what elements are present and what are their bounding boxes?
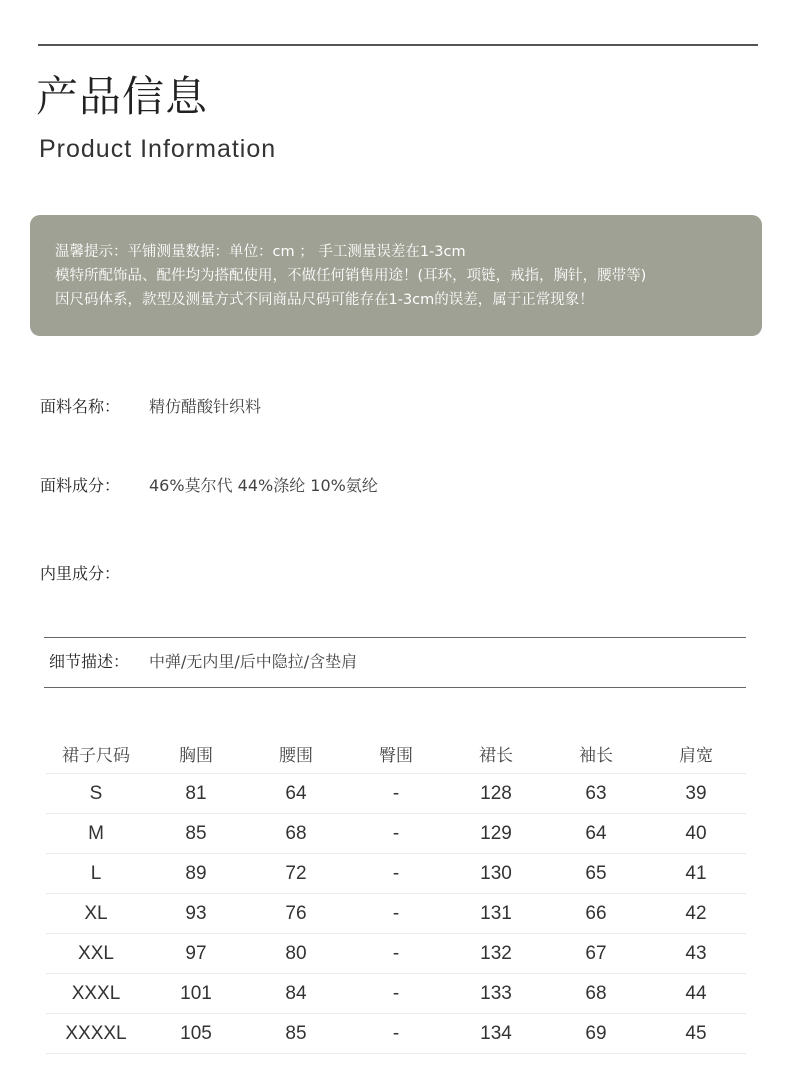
table-cell: 85: [146, 814, 246, 854]
detail-bottom-divider: [44, 687, 746, 688]
fabric-name-row: [40, 395, 261, 419]
table-cell: 42: [646, 894, 746, 934]
page-title: 产品信息: [36, 72, 209, 121]
table-cell: 43: [646, 934, 746, 974]
table-cell: -: [346, 854, 446, 894]
table-cell: 66: [546, 894, 646, 934]
table-cell: 64: [246, 774, 346, 814]
table-cell: L: [46, 854, 146, 894]
table-row: [46, 974, 746, 1014]
table-cell: XXL: [46, 934, 146, 974]
table-cell: 72: [246, 854, 346, 894]
table-cell: 40: [646, 814, 746, 854]
table-cell: 131: [446, 894, 546, 934]
table-cell: 64: [546, 814, 646, 854]
table-cell: 130: [446, 854, 546, 894]
table-cell: 81: [146, 774, 246, 814]
table-cell: 80: [246, 934, 346, 974]
table-cell: 97: [146, 934, 246, 974]
table-cell: XXXXL: [46, 1014, 146, 1054]
size-table: [46, 733, 746, 1054]
table-cell: 68: [546, 974, 646, 1014]
table-cell: 69: [546, 1014, 646, 1054]
notice-box: [30, 215, 762, 336]
table-cell: XL: [46, 894, 146, 934]
table-cell: 45: [646, 1014, 746, 1054]
header-waist: 腰围: [246, 733, 346, 774]
table-cell: XXXL: [46, 974, 146, 1014]
table-cell: 89: [146, 854, 246, 894]
table-row: [46, 934, 746, 974]
notice-line: 温馨提示：平铺测量数据：单位：cm ； 手工测量误差在1-3cm: [55, 244, 466, 260]
header-hip: 臀围: [346, 733, 446, 774]
fabric-composition-row: [40, 474, 378, 498]
table-cell: 76: [246, 894, 346, 934]
table-cell: 68: [246, 814, 346, 854]
header-shoulder-width: 肩宽: [646, 733, 746, 774]
table-cell: 63: [546, 774, 646, 814]
fabric-composition-label: 面料成分：: [40, 476, 121, 495]
table-cell: S: [46, 774, 146, 814]
table-cell: 67: [546, 934, 646, 974]
detail-top-divider: [44, 637, 746, 638]
table-cell: -: [346, 974, 446, 1014]
detail-label: 细节描述：: [49, 652, 130, 671]
table-cell: -: [346, 934, 446, 974]
header-size: 裙子尺码: [46, 733, 146, 774]
table-row: [46, 854, 746, 894]
table-cell: 93: [146, 894, 246, 934]
detail-value: 中弹/无内里/后中隐拉/含垫肩: [149, 652, 358, 671]
fabric-name-value: 精仿醋酸针织料: [149, 397, 262, 416]
notice-line: 因尺码体系，款型及测量方式不同商品尺码可能存在1-3cm的误差，属于正常现象！: [55, 292, 594, 308]
header-sleeve-length: 袖长: [546, 733, 646, 774]
table-row: [46, 814, 746, 854]
lining-composition-label: 内里成分：: [40, 564, 121, 583]
header-skirt-length: 裙长: [446, 733, 546, 774]
size-table-header-row: [46, 733, 746, 774]
table-cell: 85: [246, 1014, 346, 1054]
header-bust: 胸围: [146, 733, 246, 774]
table-row: [46, 774, 746, 814]
page-subtitle: Product Information: [39, 135, 277, 163]
table-cell: 129: [446, 814, 546, 854]
fabric-composition-value: 46%莫尔代 44%涤纶 10%氨纶: [149, 476, 378, 495]
table-cell: 128: [446, 774, 546, 814]
table-cell: 84: [246, 974, 346, 1014]
lining-composition-row: [40, 562, 149, 586]
notice-line: 模特所配饰品、配件均为搭配使用，不做任何销售用途！(耳环，项链，戒指，胸针，腰带等): [55, 268, 647, 284]
table-cell: M: [46, 814, 146, 854]
table-cell: -: [346, 894, 446, 934]
top-divider: [38, 44, 758, 46]
table-cell: -: [346, 814, 446, 854]
fabric-name-label: 面料名称：: [40, 397, 121, 416]
detail-row: [49, 650, 357, 674]
table-cell: 133: [446, 974, 546, 1014]
table-cell: 134: [446, 1014, 546, 1054]
table-cell: 39: [646, 774, 746, 814]
table-cell: -: [346, 1014, 446, 1054]
table-cell: 101: [146, 974, 246, 1014]
table-row: [46, 1014, 746, 1054]
table-cell: 65: [546, 854, 646, 894]
table-cell: 132: [446, 934, 546, 974]
table-cell: -: [346, 774, 446, 814]
table-row: [46, 894, 746, 934]
table-cell: 44: [646, 974, 746, 1014]
table-cell: 41: [646, 854, 746, 894]
table-cell: 105: [146, 1014, 246, 1054]
